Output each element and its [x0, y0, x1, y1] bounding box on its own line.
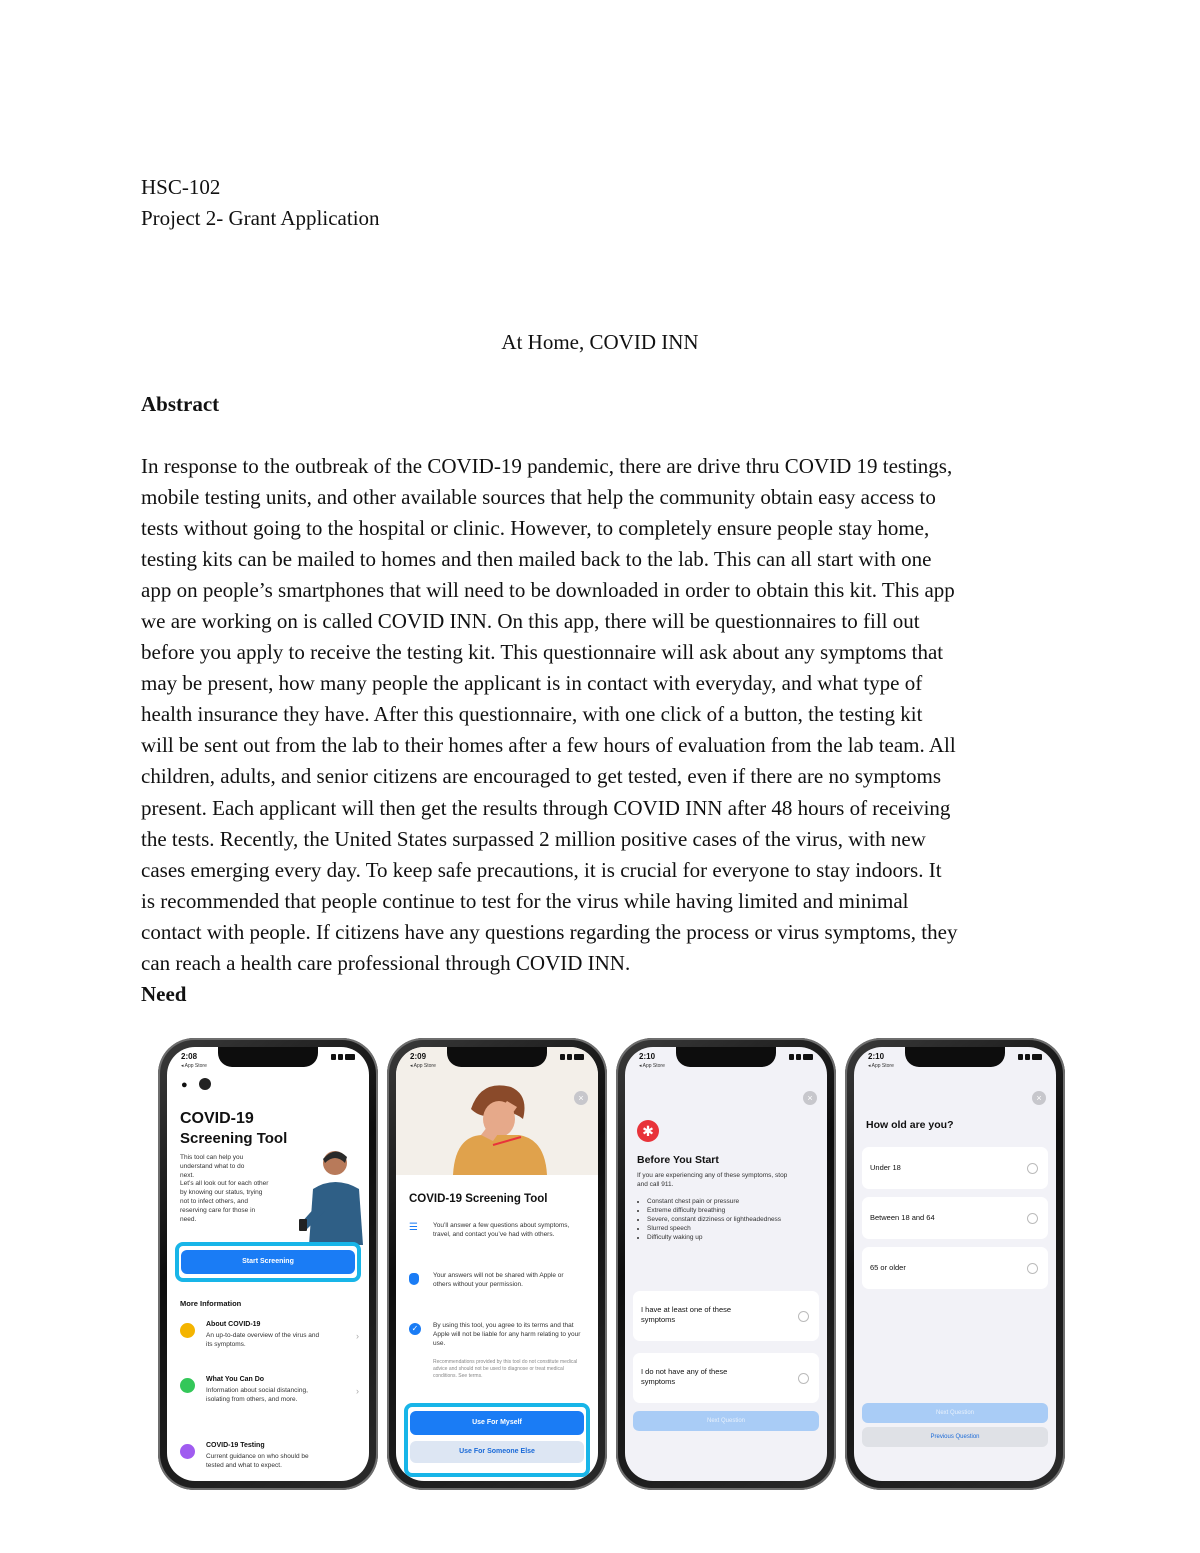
screen-title: Before You Start: [637, 1154, 719, 1166]
radio-button[interactable]: [798, 1373, 809, 1384]
course-code: HSC-102: [141, 175, 221, 199]
radio-button[interactable]: [1027, 1163, 1038, 1174]
use-for-someone-else-button[interactable]: Use For Someone Else: [410, 1441, 584, 1463]
abstract-line: In response to the outbreak of the COVID-19 pandemic, there are drive thru COVID 19 testings,: [141, 454, 953, 478]
apple-logo-icon: ●: [181, 1079, 188, 1091]
abstract-line: mobile testing units, and other available sources that help the community obtain easy access to: [141, 485, 936, 510]
abstract-heading: Abstract: [141, 392, 220, 416]
sick-person-illustration: [441, 1079, 551, 1175]
info-item-about[interactable]: About COVID-19 An up-to-date overview of the virus and its symptoms. ›: [180, 1319, 359, 1369]
info-row-questions: ☰ You’ll answer a few questions about symptoms, travel, and contact you’ve had with others.: [409, 1222, 570, 1238]
start-screening-button[interactable]: Start Screening: [181, 1250, 355, 1274]
close-icon[interactable]: ×: [574, 1091, 588, 1105]
intro-text-2: Let’s all look out for each other by knowing our status, trying not to infect others, and reserving care for those in need.: [180, 1180, 269, 1223]
info-item-what-you-can-do[interactable]: What You Can Do Information about social distancing, isolating from others, and more. ›: [180, 1374, 359, 1424]
intro-text: If you are experiencing any of these symptoms, stop and call 911.: [637, 1172, 788, 1188]
abstract-line: the tests. Recently, the United States surpassed 2 million positive cases of the virus, with new: [141, 826, 926, 851]
back-to-app-store[interactable]: ◂ App Store: [639, 1063, 665, 1069]
next-question-button[interactable]: Next Question: [633, 1411, 819, 1431]
status-time: 2:08: [181, 1052, 198, 1061]
abstract-line: tests without going to the hospital or clinic. However, to completely ensure people stay home,: [141, 516, 930, 541]
abstract-line: before you apply to receive the testing kit. This questionnaire will ask about any symptoms that: [141, 640, 944, 665]
checkmark-icon: ✓: [409, 1323, 421, 1335]
signal-battery-icon: [1018, 1054, 1042, 1060]
signal-battery-icon: [560, 1054, 584, 1060]
close-icon[interactable]: ×: [1032, 1091, 1046, 1105]
abstract-line: children, adults, and senior citizens are encouraged to get tested, even if there are no symptoms: [141, 764, 942, 789]
screen-title: COVID-19 Screening Tool: [180, 1110, 288, 1147]
abstract-paragraph: [141, 451, 1066, 979]
project-title: Project 2- Grant Application: [141, 206, 380, 230]
document-title: At Home, COVID INN: [501, 330, 699, 354]
symptom-list: • Constant chest pain or pressure • Extreme difficulty breathing • Severe, constant dizziness or lightheadedness • Slurred speech • Difficulty waking up: [637, 1197, 817, 1242]
abstract-line: contact with people. If citizens have any questions regarding the process or virus symptoms, they: [141, 919, 958, 944]
info-row-privacy: Your answers will not be shared with Apple or others without your permission.: [409, 1271, 588, 1311]
abstract-line: is recommended that people continue to test for the virus while having limited and minimal: [141, 888, 909, 913]
back-to-app-store[interactable]: ◂ App Store: [181, 1063, 207, 1069]
option-have-symptoms[interactable]: I have at least one of these symptoms: [633, 1291, 819, 1341]
option-65-or-older[interactable]: 65 or older: [862, 1247, 1048, 1289]
close-icon[interactable]: ×: [803, 1091, 817, 1105]
abstract-line: app on people’s smartphones that will need to be downloaded in order to obtain this kit. This app: [141, 578, 955, 603]
signal-battery-icon: [331, 1054, 355, 1060]
abstract-line: can reach a health care professional through COVID INN.: [141, 950, 631, 975]
use-for-myself-button[interactable]: Use For Myself: [410, 1411, 584, 1435]
option-no-symptoms[interactable]: I do not have any of these symptoms: [633, 1353, 819, 1403]
back-to-app-store[interactable]: ◂ App Store: [868, 1063, 894, 1069]
status-time: 2:10: [868, 1052, 885, 1061]
more-information-heading: More Information: [180, 1299, 242, 1308]
previous-question-button[interactable]: Previous Question: [862, 1427, 1048, 1447]
abstract-line: present. Each applicant will then get the results through COVID INN after 48 hours of receiving: [141, 795, 951, 820]
list-icon: ☰: [409, 1222, 418, 1233]
highlight-box: [404, 1403, 590, 1477]
phone-intro-screen: [387, 1038, 607, 1490]
abstract-line: cases emerging every day. To keep safe precautions, it is crucial for everyone to stay indoors. It: [141, 857, 942, 882]
chevron-right-icon: ›: [356, 1386, 359, 1396]
screen-title: How old are you?: [866, 1119, 954, 1131]
info-item-testing[interactable]: COVID-19 Testing Current guidance on who should be tested and what to expect.: [180, 1440, 359, 1480]
list-icon: [180, 1378, 195, 1393]
app-screenshots: [158, 1038, 1070, 1492]
person-with-phone-illustration: [287, 1145, 367, 1245]
abstract-line: we are working on is called COVID INN. On this app, there will be questionnaires to fill out: [141, 609, 920, 634]
status-time: 2:10: [639, 1052, 656, 1061]
back-to-app-store[interactable]: ◂ App Store: [410, 1063, 436, 1069]
highlight-box: [175, 1242, 361, 1282]
info-circle-icon: [180, 1323, 195, 1338]
next-question-button[interactable]: Next Question: [862, 1403, 1048, 1423]
option-18-to-64[interactable]: Between 18 and 64: [862, 1197, 1048, 1239]
radio-button[interactable]: [798, 1311, 809, 1322]
intro-text: This tool can help you understand what to do next.: [180, 1154, 245, 1179]
screen-title: COVID-19 Screening Tool: [409, 1193, 548, 1205]
phone-before-you-start-screen: [616, 1038, 836, 1490]
radio-button[interactable]: [1027, 1263, 1038, 1274]
signal-battery-icon: [789, 1054, 813, 1060]
abstract-line: testing kits can be mailed to homes and then mailed back to the lab. This can all start with one: [141, 547, 932, 572]
emergency-icon: ✱: [637, 1120, 659, 1142]
hand-icon: [409, 1273, 419, 1285]
need-heading: Need: [141, 982, 187, 1006]
abstract-line: may be present, how many people the applicant is in contact with everyday, and what type of: [141, 671, 923, 696]
status-time: 2:09: [410, 1052, 427, 1061]
abstract-line: health insurance they have. After this questionnaire, with one click of a button, the testing kit: [141, 702, 923, 727]
option-under-18[interactable]: Under 18: [862, 1147, 1048, 1189]
cdc-logo-icon: [199, 1078, 211, 1090]
testing-icon: [180, 1444, 195, 1459]
chevron-right-icon: ›: [356, 1331, 359, 1341]
abstract-line: will be sent out from the lab to their homes after a few hours of evaluation from the lab team. All: [141, 733, 956, 758]
phone-start-screen: [158, 1038, 378, 1490]
radio-button[interactable]: [1027, 1213, 1038, 1224]
info-row-terms: ✓ By using this tool, you agree to its terms and that Apple will not be liable for any harm relating to your use. Recommendations provided by this tool do not constitute medical advice and should not be used to diagnose or treat medical conditions. See terms.: [409, 1321, 588, 1397]
phone-age-question-screen: [845, 1038, 1065, 1490]
